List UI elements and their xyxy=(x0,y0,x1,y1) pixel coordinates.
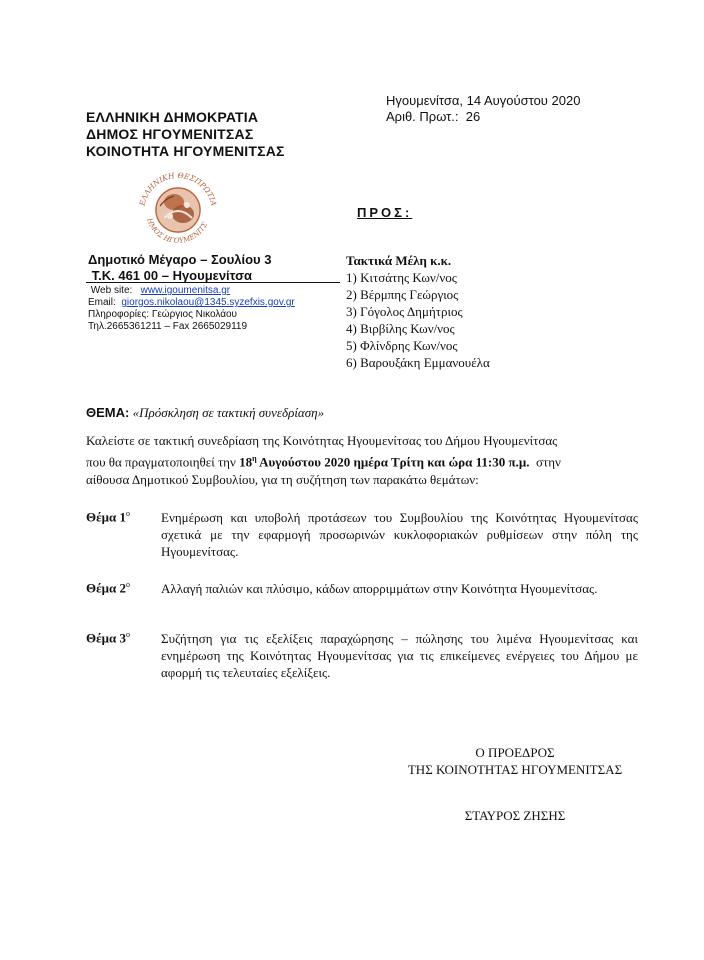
place-date: Ηγουμενίτσα, 14 Αυγούστου 2020 xyxy=(386,93,581,108)
topic-2-label-text: Θέμα 2 xyxy=(86,580,127,596)
signatory-title-line-2: ΤΗΣ ΚΟΙΝΟΤΗΤΑΣ ΗΓΟΥΜΕΝΙΤΣΑΣ xyxy=(407,762,623,777)
issuer-line-republic: ΕΛΛΗΝΙΚΗ ΔΗΜΟΚΡΑΤΙΑ xyxy=(86,109,259,125)
svg-text:ΔΗΜΟΣ ΗΓΟΥΜΕΝΙΤΣΑΣ: ΗΜΟΣ ΗΓΟΥΜΕΝΙΤΣ xyxy=(145,217,210,245)
intro-line-3: αίθουσα Δημοτικού Συμβουλίου, για τη συζήτηση των παρακάτω θεμάτων: xyxy=(86,472,479,488)
phone-line: Τηλ.2665361211 – Fax 2665029119 xyxy=(88,321,248,332)
address-line-postcode: Τ.Κ. 461 00 – Ηγουμενίτσα xyxy=(88,268,252,283)
recipient-item: 4) Βιρβίλης Κων/νος xyxy=(346,321,455,336)
signatory-title xyxy=(388,744,642,778)
protocol-line xyxy=(386,109,580,125)
website-label: Web site: xyxy=(88,285,133,296)
recipient-item: 1) Κιτσάτης Κων/νος xyxy=(346,270,457,285)
contacts-block xyxy=(88,285,295,333)
topic-1-text: Ενημέρωση και υποβολή προτάσεων του Συμβουλίου της Κοινότητας Ηγουμενίτσας σχετικά με την εφαρμογή προσωρινών κυκλοφοριακών ρυθμίσεων στην πόλη της Ηγουμενίτσας. xyxy=(161,510,638,559)
svg-text:ΕΛΛΗΝΙΚΗ ΘΕΣΠΡΩΤΙΑ: ΕΛΛΗΝΙΚΗ ΘΕΣΠΡΩΤΙΑ xyxy=(137,170,219,207)
protocol-number: 26 xyxy=(465,109,481,124)
topic-2-text: Αλλαγή παλιών και πλύσιμο, κάδων απορριμμάτων στην Κοινότητα Ηγουμενίτσας. xyxy=(161,581,598,596)
meeting-day-suffix: η xyxy=(252,454,257,463)
subject-text: «Πρόσκληση σε τακτική συνεδρίαση» xyxy=(132,405,325,420)
topic-2-label xyxy=(86,580,130,596)
issuer-heading xyxy=(86,109,285,160)
signatory-name: ΣΤΑΥΡΟΣ ΖΗΣΗΣ xyxy=(464,808,566,823)
info-line: Πληροφορίες: Γεώργιος Νικολάου xyxy=(88,309,238,320)
recipients-list xyxy=(346,252,490,371)
date-block xyxy=(386,93,580,125)
recipient-item: 6) Βαρουξάκη Εμμανουέλα xyxy=(346,355,490,370)
municipality-seal xyxy=(130,160,226,250)
recipient-item: 3) Γόγολος Δημήτριος xyxy=(346,304,463,319)
topic-3-ordinal: ο xyxy=(126,630,131,639)
email-label: Email: xyxy=(88,297,116,308)
website-link[interactable]: www.igoumenitsa.gr xyxy=(140,285,231,296)
intro-line-1: Καλείστε σε τακτική συνεδρίαση της Κοινότητας Ηγουμενίτσας του Δήμου Ηγουμενίτσας xyxy=(86,433,558,448)
signatory-title-line-1: Ο ΠΡΟΕΔΡΟΣ xyxy=(475,745,555,760)
address-divider xyxy=(86,282,340,283)
meeting-date-time: Αυγούστου 2020 ημέρα Τρίτη και ώρα 11:30 π.μ. xyxy=(256,454,530,470)
recipient-item: 5) Φλίνδρης Κων/νος xyxy=(346,338,458,353)
topic-3-text: Συζήτηση για τις εξελίξεις παραχώρησης – πώλησης του λιμένα Ηγουμενίτσας και ενημέρωση της Κοινότητας Ηγουμενίτσας για τις επικείμενες ενέργειες του Δήμου με αφορμή τις τελευταίες εξελίξεις. xyxy=(161,631,638,680)
issuer-line-community: ΚΟΙΝΟΤΗΤΑ ΗΓΟΥΜΕΝΙΤΣΑΣ xyxy=(86,143,285,159)
topic-1-label-text: Θέμα 1 xyxy=(86,509,127,525)
protocol-label: Αριθ. Πρωτ.: xyxy=(386,109,459,124)
topic-1-label xyxy=(86,509,130,525)
intro-line-2-end: στην xyxy=(529,454,561,470)
meeting-day: 18 xyxy=(239,454,253,470)
subject-line xyxy=(86,405,324,421)
subject-label: ΘΕΜΑ: xyxy=(86,405,130,420)
recipient-item: 2) Βέρμπης Γεώργιος xyxy=(346,287,459,302)
email-line xyxy=(88,297,295,309)
website-line xyxy=(88,285,295,297)
address-line-building: Δημοτικό Μέγαρο – Σουλίου 3 xyxy=(88,252,272,267)
intro-line-2 xyxy=(86,450,646,471)
email-link[interactable]: giorgos.nikolaou@1345.syzefxis.gov.gr xyxy=(121,297,295,308)
intro-line-2-start: που θα πραγματοποιηθεί την xyxy=(86,454,240,470)
topic-3-label-text: Θέμα 3 xyxy=(86,630,127,646)
recipients-heading: Τακτικά Μέλη κ.κ. xyxy=(346,253,452,268)
topic-1-ordinal: ο xyxy=(126,509,131,518)
issuer-line-municipality: ΔΗΜΟΣ ΗΓΟΥΜΕΝΙΤΣΑΣ xyxy=(86,126,254,142)
topic-3-label xyxy=(86,630,130,646)
topic-2-ordinal: ο xyxy=(126,580,131,589)
seal-emblem-icon xyxy=(130,160,226,250)
address-block xyxy=(88,252,271,284)
invitation-paragraph xyxy=(86,432,646,489)
to-label: ΠΡΟΣ: xyxy=(357,205,413,220)
